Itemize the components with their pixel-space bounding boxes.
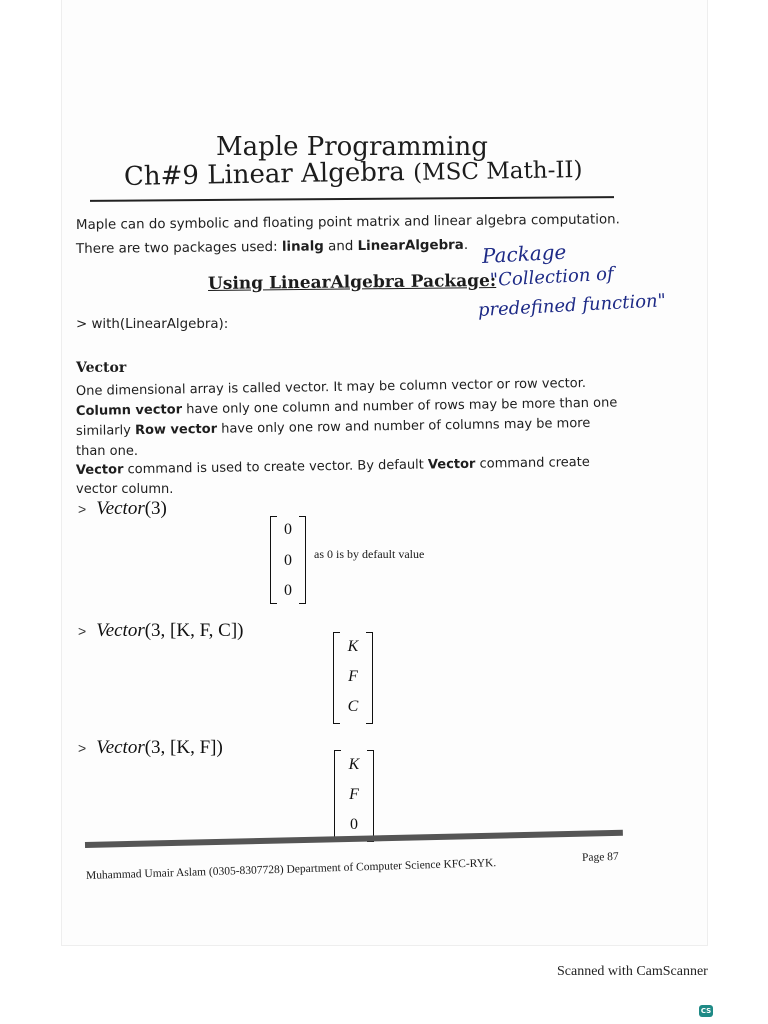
title-course: (MSC Math-II) bbox=[412, 156, 583, 186]
intro-dot: . bbox=[463, 237, 469, 253]
paragraph-line-3-pre: similarly bbox=[75, 423, 136, 439]
function-args: (3, [K, F, C]) bbox=[144, 620, 244, 641]
title-chapter: Ch#9 Linear Algebra bbox=[123, 156, 414, 192]
vector-entry: 0 bbox=[284, 582, 292, 599]
term-vector-1: Vector bbox=[75, 462, 124, 478]
term-vector-2: Vector bbox=[427, 456, 476, 473]
vector-entry: F bbox=[349, 786, 359, 803]
vector-heading: Vector bbox=[76, 360, 127, 376]
footer-author: Muhammad Umair Aslam (0305-8307728) Department of Computer Science KFC-RYK. bbox=[85, 857, 497, 882]
paragraph-line-6: vector column. bbox=[76, 482, 174, 497]
function-name: Vector bbox=[96, 498, 145, 519]
vector-entry: K bbox=[347, 638, 359, 655]
vector-output-3 bbox=[334, 750, 374, 842]
prompt-symbol: > bbox=[78, 623, 87, 639]
package-linearalgebra: LinearAlgebra bbox=[357, 237, 464, 255]
command-vector-kfc bbox=[78, 620, 243, 642]
function-args: (3, [K, F]) bbox=[144, 737, 223, 758]
vector-entry: F bbox=[348, 668, 358, 685]
function-args: (3) bbox=[144, 498, 167, 519]
paragraph-line-5-text: command create bbox=[475, 454, 590, 472]
intro-and: and bbox=[323, 239, 358, 255]
camscanner-label: Scanned with CamScanner bbox=[557, 964, 708, 979]
section-heading: Using LinearAlgebra Package: bbox=[207, 270, 497, 294]
default-value-note: as 0 is by default value bbox=[314, 547, 425, 561]
paragraph-line-2-text: have only one column and number of rows may be more than one bbox=[181, 395, 618, 418]
handwritten-note-2: "Collection of bbox=[489, 263, 615, 291]
term-column-vector: Column vector bbox=[75, 402, 183, 419]
term-row-vector: Row vector bbox=[134, 421, 218, 439]
intro-prefix: There are two packages used: bbox=[75, 239, 282, 257]
handwritten-note-1: Package bbox=[481, 239, 567, 268]
command-vector-kf bbox=[78, 737, 223, 759]
paragraph-line-5-mid: command is used to create vector. By default bbox=[123, 457, 429, 478]
paragraph-line-1: One dimensional array is called vector. It may be column vector or row vector. bbox=[75, 375, 587, 399]
vector-entry: C bbox=[347, 698, 359, 715]
intro-line-1: Maple can do symbolic and floating point matrix and linear algebra computation. bbox=[75, 212, 620, 233]
function-name: Vector bbox=[96, 737, 145, 758]
prompt-symbol: > bbox=[78, 501, 87, 517]
paragraph-line-4: than one. bbox=[76, 444, 138, 459]
vector-entry: K bbox=[348, 756, 360, 773]
paragraph-line-3-text: have only one row and number of columns may be more bbox=[216, 415, 591, 437]
with-command: > with(LinearAlgebra): bbox=[76, 317, 229, 332]
vector-output-1 bbox=[270, 516, 306, 604]
vector-output-2 bbox=[333, 632, 373, 724]
camscanner-logo-icon: CS bbox=[700, 1007, 712, 1015]
vector-entry: 0 bbox=[284, 521, 292, 538]
package-linalg: linalg bbox=[281, 239, 324, 255]
handwritten-note-3: predefined function" bbox=[477, 290, 667, 321]
title-line-1: Maple Programming bbox=[216, 132, 488, 162]
function-name: Vector bbox=[96, 620, 145, 641]
vector-entry: 0 bbox=[284, 552, 292, 569]
page-number: Page 87 bbox=[581, 850, 619, 864]
vector-entry: 0 bbox=[350, 816, 358, 833]
prompt-symbol: > bbox=[78, 740, 87, 756]
command-vector-3 bbox=[78, 498, 167, 520]
